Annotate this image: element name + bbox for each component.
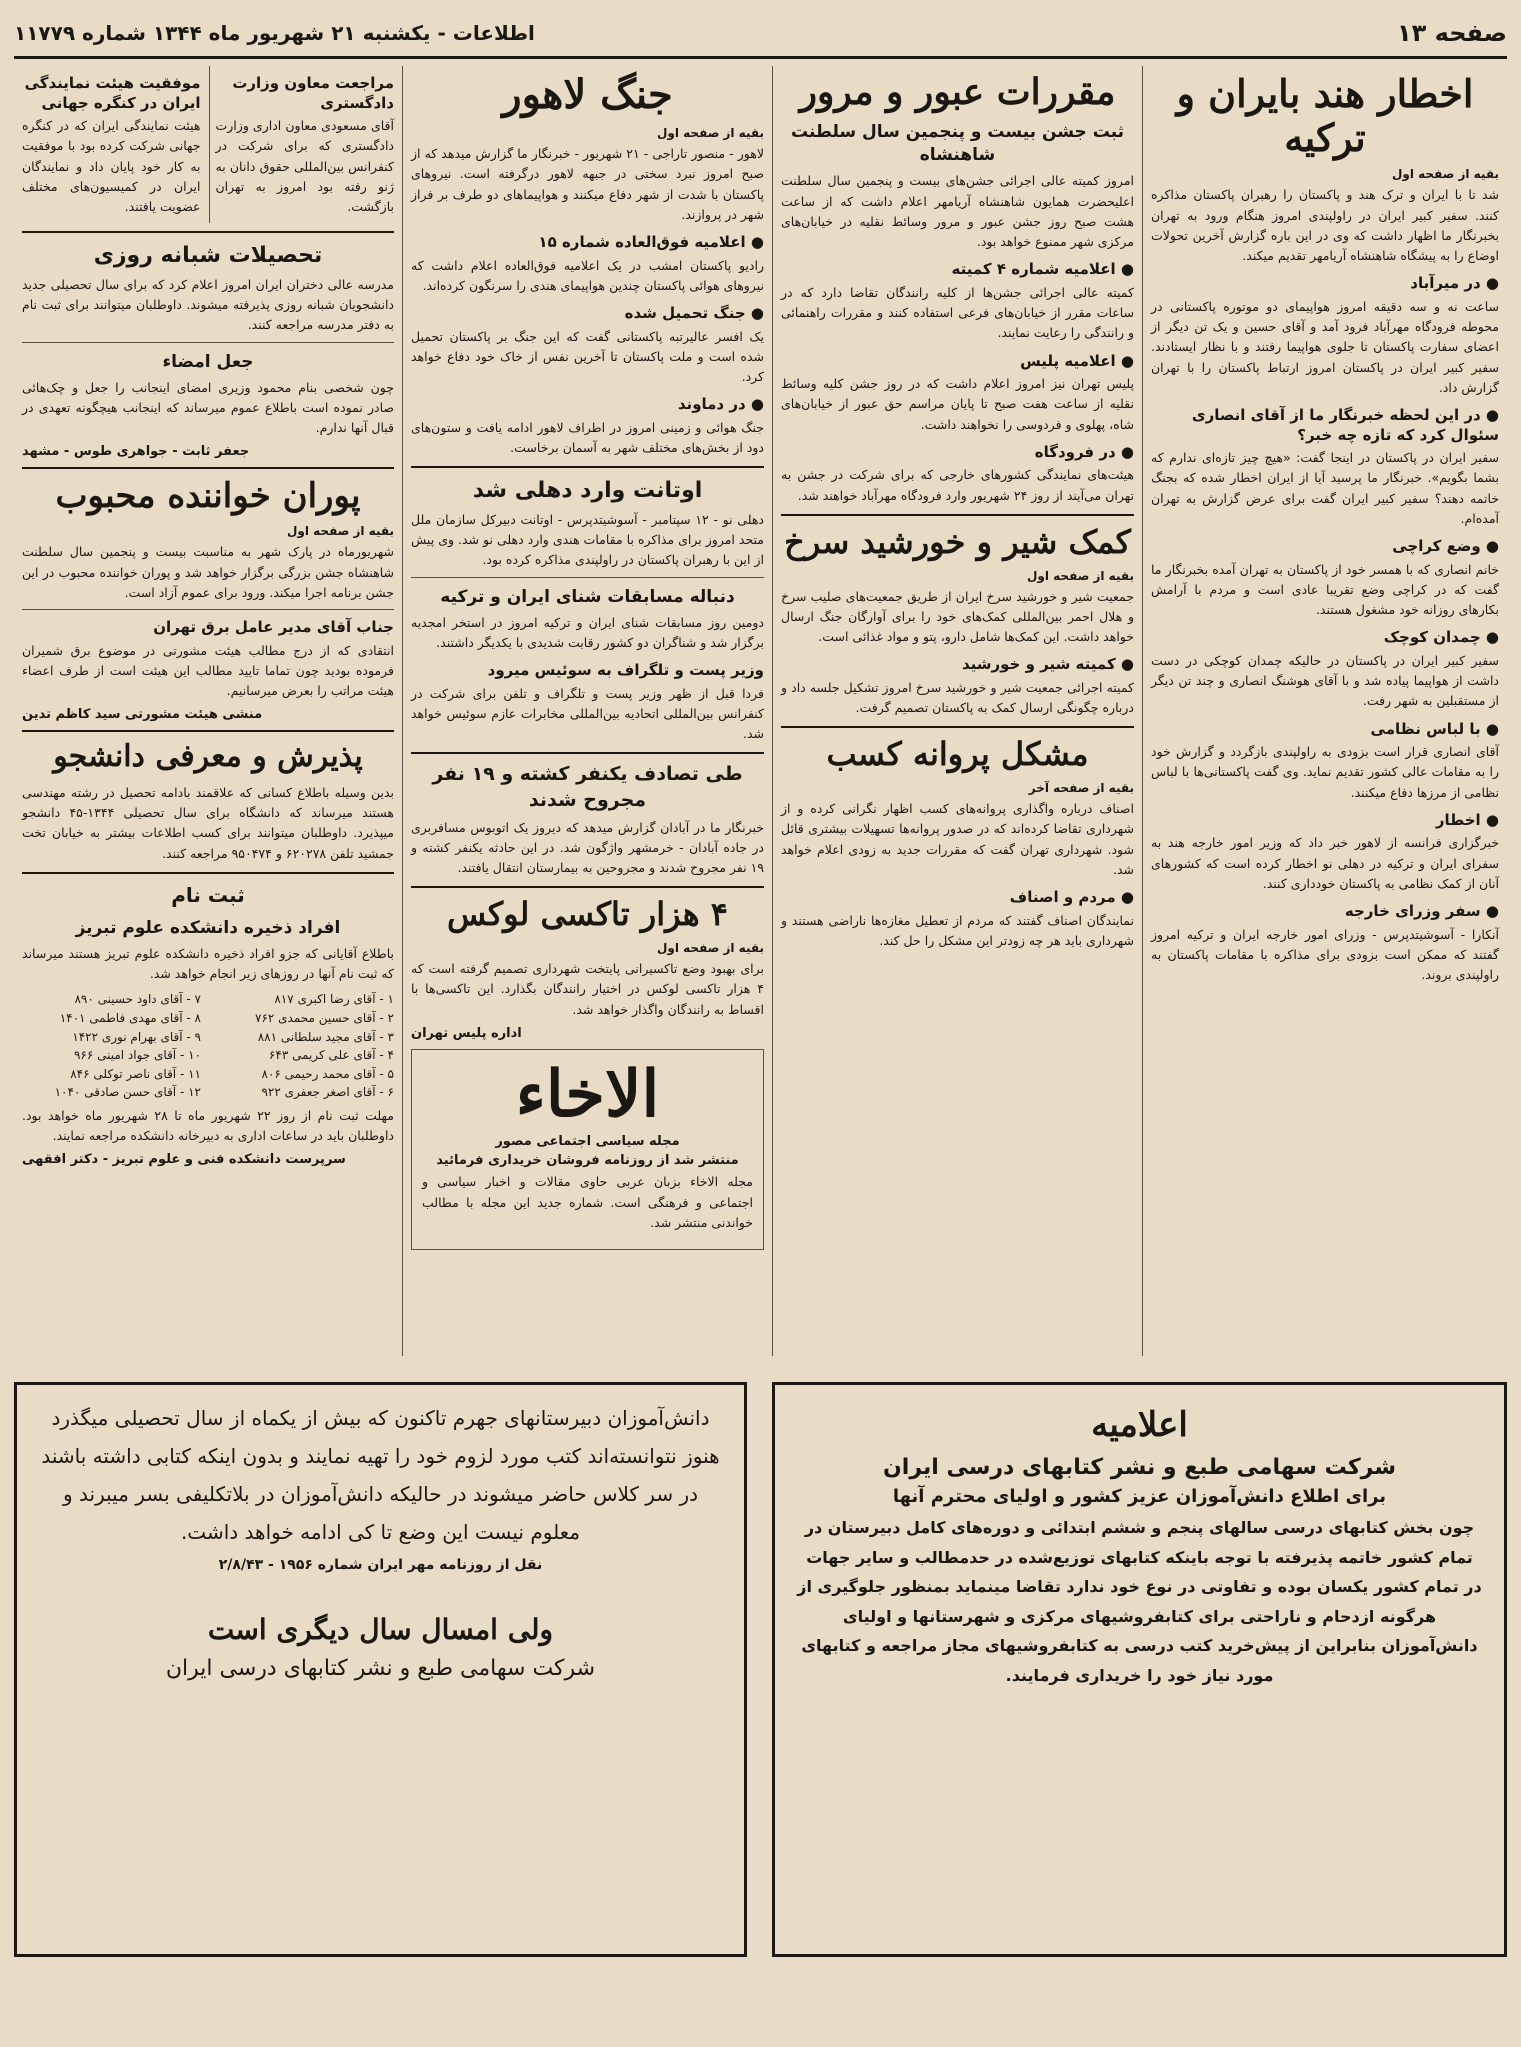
subhead-question: ● در این لحظه خبرنگار ما از آقای انصاری سئوال کرد که تازه چه خبر؟ — [1191, 406, 1499, 444]
article-paragraph: امروز کمیته عالی اجرائی جشن‌های بیست و پنجمین سال سلطنت اعلیحضرت همایون شاهنشاه آریامهر اعلام داشت که از ساعت هشت صبح روز جشن عبور و مرور وسائط نقلیه در خیابان‌های مرکزی شهر ممنوع خواهد بود. — [781, 173, 1134, 250]
notice-signature: سرپرست دانشکده فنی و علوم تبریز - دکتر افقهی — [22, 1152, 346, 1168]
article-paragraph: فردا قبل از ظهر وزیر پست و تلگراف و تلفن برای شرکت در کنفرانس بین‌المللی اتحادیه بین‌المللی مخابرات عازم سوئیس خواهد شد. — [411, 685, 764, 742]
section-divider — [411, 466, 764, 468]
article-paragraph: لاهور - منصور تاراجی - ۲۱ شهریور - خبرنگار ما گزارش میدهد که از صبح امروز نبرد سختی در جبهه لاهور درگرفته است. نیروهای پاکستان با شدت از شهر دفاع میکنند و هواپیماهای دو طرف بر فراز شهر در پروازند. — [411, 146, 764, 222]
subhead-damavand: ● در دماوند — [677, 395, 764, 414]
subhead-suitcase: ● چمدان کوچک — [1383, 628, 1499, 647]
article-paragraph: یک افسر عالیرتبه پاکستانی گفت که این جنگ بر پاکستان تحمیل شده است و ملت پاکستان تا آخرین نفس از خاک خود دفاع خواهد کرد. — [411, 328, 764, 384]
headline-red-lion-sun: کمک شیر و خورشید سرخ — [784, 522, 1131, 561]
section-divider — [22, 231, 394, 233]
article-paragraph: سفیر ایران در پاکستان در اینجا گفت: «هیچ چیز تازه‌ای ندارم که بشما بگویم». خبرنگار ما پرسید آیا از ایران اخطار شده که بجنگ خاتمه دهند؟ سفیر کبیر ایران گفت برای عرض گزارش به تهران آمده‌ام. — [1151, 450, 1499, 526]
article-paragraph: آقای انصاری قرار است بزودی به راولپندی بازگردد و گزارش خود را به مقامات عالی کشور تقدیم نماید. وی گفت پاکستانی‌ها با لباس نظامی از مرزها دفاع میکنند. — [1151, 744, 1499, 800]
article-paragraph: خانم انصاری که با همسر خود از پاکستان به تهران آمده بخبرنگار ما گفت که در کراچی وضع تقریبا عادی است و مردم با آرامش بکارهای روزانه خود مشغول هستند. — [1151, 561, 1499, 618]
article-paragraph: سفیر کبیر ایران در پاکستان در حالیکه چمدان کوچکی در دست داشت از هواپیما پیاده شد و با آقای هوشنگ انصاری و چند تن دیگر از مستقبلین به شهر رفت. — [1151, 652, 1499, 709]
headline-registration: ثبت نام — [171, 882, 245, 907]
list-item: ۹ - آقای بهرام نوری ۱۴۲۲ — [72, 1029, 201, 1044]
continuation-note: بقیه از صفحه آخر — [1028, 781, 1134, 796]
magazine-published: منتشر شد از روزنامه فروشان خریداری فرمائید — [436, 1153, 739, 1169]
section-divider — [781, 514, 1134, 516]
article-paragraph: مدرسه عالی دختران ایران امروز اعلام کرد که برای سال تحصیلی جدید دانشجویان شبانه روزی پذیرفته میشوند. داوطلبان میتوانند برای ثبت نام به دفتر مدرسه مراجعه کنند. — [22, 276, 394, 333]
section-divider — [411, 752, 764, 754]
section-divider — [411, 886, 764, 888]
announcement-audience: برای اطلاع دانش‌آموزان عزیز کشور و اولیای محترم آنها — [892, 1486, 1387, 1507]
continuation-note: بقیه از صفحه اول — [656, 941, 764, 956]
column-traffic-redcross — [772, 66, 1142, 1356]
subhead-ministers-trip: ● سفر وزرای خارجه — [1344, 902, 1499, 921]
notice-signature: منشی هیئت مشورتی سید کاظم تدین — [22, 707, 263, 723]
subhead-extra-notice: ● اعلامیه فوق‌العاده شماره ۱۵ — [538, 233, 764, 251]
magazine-advert — [411, 1049, 764, 1250]
continuation-note: بقیه از صفحه اول — [1026, 568, 1134, 583]
column-lahore-war — [402, 66, 772, 1356]
article-paragraph: جنگ هوائی و زمینی امروز در اطراف لاهور ادامه یافت و ستون‌های دود از بخش‌های مختلف شهر به آسمان برخاست. — [411, 419, 764, 455]
column-turkey-iran — [1142, 66, 1507, 1356]
article-paragraph: کمیته عالی اجرائی جشن‌ها از کلیه رانندگان تقاضا دارد که در ساعات مقرر از خیابان‌های فرعی استفاده کنند و مقررات راهنمائی و رانندگی را رعایت نمایند. — [781, 284, 1134, 341]
subheadline-tabriz-reserves: افراد ذخیره دانشکده علوم تبریز — [75, 917, 341, 938]
subhead-uniform: ● با لباس نظامی — [1370, 719, 1499, 738]
article-paragraph: پلیس تهران نیز امروز اعلام داشت که در روز جشن کلیه وسائط نقلیه از ساعت هفت صبح تا پایان مراسم حق عبور از خیابان‌های شاه، پهلوی و فردوسی را نخواهند داشت. — [781, 376, 1134, 432]
subhead-imposed-war: ● جنگ تحمیل شده — [624, 304, 764, 322]
continuation-note: بقیه از صفحه اول — [1391, 167, 1499, 182]
article-paragraph: جمعیت شیر و خورشید سرخ ایران از طریق جمعیت‌های صلیب سرخ و هلال احمر بین‌المللی کمک‌های خود را برای آوارگان جنگ ارسال خواهد داشت. این کمک‌ها شامل دارو، پتو و مواد غذائی است. — [781, 588, 1134, 645]
list-item: ۵ - آقای محمد رحیمی ۸۰۶ — [261, 1066, 394, 1081]
continuation-note: بقیه از صفحه اول — [656, 126, 764, 140]
list-item: ۱۲ - آقای حسن صادقی ۱۰۴۰ — [54, 1085, 201, 1100]
subhead-red-lion-committee: ● کمیته شیر و خورشید — [961, 655, 1134, 674]
continuation-note: بقیه از صفحه اول — [286, 524, 394, 539]
article-paragraph: چون شخصی بنام محمود وزیری امضای اینجانب را جعل و چک‌هائی صادر نموده است باطلاع عموم میرساند که اینجانب هیچگونه تعهدی در قبال آنها ندارم. — [22, 379, 394, 436]
announcement-body: چون بخش کتابهای درسی سالهای پنجم و ششم ابتدائی و دوره‌های کامل دبیرستان در تمام کشور خاتمه پذیرفته با توجه باینکه کتابهای توزیع‌شده در حدمطالب و سایر جهات در تمام کشور یکسان بوده و تفاوتی در نوع خود ندارد تقاضا مینماید بمنظور جلوگیری از هرگونه ازدحام و ناراحتی برای کتابفروشیهای مرکزی و شهرستانها و اولیای دانش‌آموزان بنابراین از پیش‌خرید کتب درسی به کتابفروشیهای مجاز مراجعه و کتابهای مورد نیاز خود را خریداری فرمایند. — [797, 1518, 1482, 1685]
subhead-mehrabad: ● در میرآباد — [1410, 274, 1499, 293]
newspaper-page — [14, 10, 1507, 2037]
article-paragraph: دهلی نو - ۱۲ سپتامبر - آسوشیتدپرس - اوتانت دبیرکل سازمان ملل متحد امروز برای مذاکره با مقامات هندی وارد دهلی نو شد. وی پیش از این با رهبران پاکستان در راولپندی مذاکره کرده بود. — [411, 511, 764, 568]
article-paragraph: برای بهبود وضع تاکسیرانی پایتخت شهرداری تصمیم گرفته است که ۴ هزار تاکسی لوکس در اختیار رانندگان بگذارد. این تاکسی‌ها با اقساط به رانندگان واگذار خواهد شد. — [411, 961, 764, 1017]
article-paragraph: مهلت ثبت نام از روز ۲۲ شهریور ماه تا ۲۸ شهریور ماه خواهد بود. داوطلبان باید در ساعات اداری به دبیرخانه دانشکده مراجعه نمایند. — [22, 1107, 395, 1144]
headline-electric-director: جناب آقای مدیر عامل برق تهران — [153, 618, 394, 637]
article-paragraph: بدین وسیله باطلاع کسانی که علاقمند بادامه تحصیل در رشته مهندسی هستند میرساند که دانشگاه برای سال تحصیلی ۱۳۴۴-۴۵ دانشجو میپذیرد. داوطلبان میتوانند برای کسب اطلاعات بیشتر به خیابان تخت جمشید تلفن ۶۲۰۲۷۸ و ۹۵۰۴۷۴ مراجعه کنند. — [22, 784, 394, 861]
headline-india-warning: اخطار هند بایران و ترکیه — [1176, 71, 1474, 160]
list-item: ۶ - آقای اصغر جعفری ۹۲۲ — [261, 1085, 394, 1100]
section-divider — [411, 577, 764, 578]
headline-world-congress: موفقیت هیئت نمایندگی ایران در کنگره جهانی — [24, 74, 201, 112]
headline-student-admission: پذیرش و معرفی دانشجو — [53, 739, 363, 775]
article-paragraph: ساعت نه و سه دقیقه امروز هواپیمای دو موتوره پاکستانی در محوطه فرودگاه مهرآباد فرود آمد و آقای حسین و یک تن دیگر از اعضای سفارت پاکستان تا جلوی هواپیما رفتند و با نظار ایستادند. سفیر کبیر ایران در پاکستان امروز ارتباط پاکستان را با تهران گزارش داد. — [1151, 298, 1499, 395]
article-paragraph: دومین روز مسابقات شنای ایران و ترکیه امروز در استخر امجدیه برگزار شد و شناگران دو کشور رقابت شدیدی با یکدیگر داشتند. — [411, 614, 764, 650]
section-divider — [781, 726, 1134, 728]
article-paragraph: انتقادی که از درج مطالب هیئت مشورتی در موضوع برق شمیران فرموده بودید چون تماما تایید مطالب این هیئت است از طرف اعضاء هیئت مراتب را بعرض میرسانیم. — [22, 642, 394, 699]
advert-slogan: ولی امسال سال دیگری است — [207, 1613, 554, 1646]
notice-signature: جعفر ثابت - جواهری طوس - مشهد — [22, 444, 250, 460]
subhead-airport: ● در فرودگاه — [1034, 442, 1134, 461]
column-notices — [14, 66, 402, 1356]
article-paragraph: هیئت نمایندگی ایران که در کنگره جهانی شرکت کرده بود با موفقیت به کار خود پایان داد و نمایندگان ایران در کمیسیون‌های مختلف عضویت یافتند. — [22, 118, 201, 214]
subhead-karachi: ● وضع کراچی — [1392, 537, 1499, 556]
brief-justice-deputy — [209, 66, 395, 223]
headline-pouran-singer: پوران خواننده محبوب — [55, 476, 361, 517]
section-divider — [22, 730, 394, 732]
list-item: ۲ - آقای حسین محمدی ۷۶۲ — [255, 1011, 394, 1025]
headline-business-license: مشکل پروانه کسب — [826, 735, 1089, 774]
list-item: ۴ - آقای علی کریمی ۶۴۳ — [268, 1048, 394, 1063]
subhead-warning: ● اخطار — [1435, 810, 1499, 829]
section-divider — [22, 342, 394, 343]
magazine-description: مجله الاخاء بزبان عربی حاوی مقالات و اخبار سیاسی و اجتماعی و فرهنگی است. شماره جدید این مجله با مطالب خواندنی منتشر شد. — [422, 1174, 753, 1230]
textbook-advert — [14, 1382, 747, 1957]
masthead-page-number: صفحه ۱۳ — [1397, 19, 1507, 47]
masthead — [14, 10, 1507, 59]
headline-traffic-rules: مقررات عبور و مرور — [799, 71, 1116, 113]
headline-swim-races: دنباله مسابقات شنای ایران و ترکیه — [440, 586, 735, 607]
article-paragraph: کمیته اجرائی جمعیت شیر و خورشید سرخ امروز تشکیل جلسه داد و درباره چگونگی ارسال کمک به پاکستان تصمیم گرفت. — [781, 679, 1134, 716]
article-paragraph: خبرنگار ما در آبادان گزارش میدهد که دیروز یک اتوبوس مسافربری در جاده آبادان - خرمشهر واژگون شد. در این حادثه یکنفر کشته و ۱۹ نفر مجروح شدند و مجروحین به بیمارستان انتقال یافتند. — [411, 819, 764, 876]
subhead-committee-notice: ● اعلامیه شماره ۴ کمیته — [951, 260, 1134, 279]
section-divider — [22, 467, 394, 469]
article-signature: اداره پلیس تهران — [411, 1025, 522, 1041]
advert-quote: دانش‌آموزان دبیرستانهای جهرم تاکنون که بیش از یکماه از سال تحصیلی میگذرد هنوز نتوانسته‌اند کتب مورد لزوم خود را تهیه نمایند و بدون اینکه کتابی داشته باشند در سر کلاس حاضر میشوند در حالیکه دانش‌آموزان در بلاتکلیفی بسر میبرند و معلوم نیست این وضع تا کی ادامه خواهد داشت. — [41, 1406, 720, 1544]
article-paragraph: هیئت‌های نمایندگی کشورهای خارجی که برای شرکت در جشن به تهران می‌آیند از روز ۲۴ شهریور وارد فرودگاه مهرآباد خواهند شد. — [781, 467, 1134, 503]
magazine-tagline: مجله سیاسی اجتماعی مصور — [495, 1134, 680, 1150]
list-item: ۱۱ - آقای ناصر توکلی ۸۴۶ — [70, 1066, 201, 1081]
headline-boarding-education: تحصیلات شبانه روزی — [93, 243, 323, 269]
headline-u-thant: اوتانت وارد دهلی شد — [472, 478, 703, 504]
headline-luxury-taxis: ۴ هزار تاکسی لوکس — [447, 895, 728, 934]
article-intro: شد تا با ایران و ترک هند و پاکستان را رهبران پاکستان مذاکره کنند. سفیر کبیر ایران در راولپندی امروز هنگام ورود به تهران بخبرنگار ما اظهار داشت که وی در این باره گزارش آخرین تحولات اوضاع را به پیشگاه شاهنشاه آریامهر تقدیم میکند. — [1151, 187, 1499, 264]
article-paragraph: نمایندگان اصناف گفتند که مردم از تعطیل مغازه‌ها ناراضی هستند و شهرداری باید هر چه زودتر این مشکل را حل کند. — [781, 912, 1134, 948]
section-divider — [22, 872, 394, 874]
masthead-issue-line: اطلاعات - یکشنبه ۲۱ شهریور ماه ۱۳۴۴ شماره ۱۱۷۷۹ — [14, 21, 535, 45]
magazine-logo: الاخاء — [515, 1056, 660, 1132]
list-item: ۸ - آقای مهدی فاطمی ۱۴۰۱ — [59, 1011, 201, 1025]
brief-world-congress — [22, 66, 201, 223]
subhead-post-minister: وزیر پست و تلگراف به سوئیس میرود — [487, 661, 764, 680]
announcement-title: اعلامیه — [1091, 1405, 1188, 1445]
headline-accident: طی تصادف یکنفر کشته و ۱۹ نفر مجروح شدند — [432, 763, 743, 812]
article-paragraph: اصناف درباره واگذاری پروانه‌های کسب اظهار نگرانی کرده و از شهرداری تقاضا کرده‌اند که در صدور پروانه‌ها تسهیلات بیشتری قائل شود. شهرداری تهران گفت که مقررات جدید به زودی اعلام خواهد شد. — [781, 801, 1134, 877]
list-item: ۱ - آقای رضا اکبری ۸۱۷ — [274, 992, 394, 1007]
headline-lahore-war: جنگ لاهور — [502, 71, 673, 118]
registration-list — [22, 990, 394, 1102]
textbook-announcement — [772, 1382, 1507, 1957]
top-briefs — [22, 66, 394, 223]
article-paragraph: آنکارا - آسوشیتدپرس - وزرای امور خارجه ایران و ترکیه امروز گفتند که ممکن است بزودی برای مذاکره با مقامات پاکستان به راولپندی بروند. — [1151, 926, 1499, 983]
headline-justice-deputy: مراجعت معاون وزارت دادگستری — [232, 74, 394, 112]
article-paragraph: خبرگزاری فرانسه از لاهور خبر داد که وزیر امور خارجه هند به سفرای ایران و ترکیه در دهلی نو اخطار کرده است که کشورهای آنان از کمک نظامی به پاکستان خودداری کنند. — [1151, 835, 1499, 891]
subheadline-jubilee: ثبت جشن بیست و پنجمین سال سلطنت شاهنشاه — [790, 122, 1125, 166]
list-item: ۷ - آقای داود حسینی ۸۹۰ — [74, 992, 201, 1007]
list-item: ۱۰ - آقای جواد امینی ۹۶۶ — [73, 1048, 201, 1063]
advert-company: شرکت سهامی طبع و نشر کتابهای درسی ایران — [165, 1656, 596, 1681]
article-paragraph: رادیو پاکستان امشب در یک اعلامیه فوق‌العاده اعلام داشت که نیروهای هوائی پاکستان چندین هواپیمای هندی را سرنگون کرده‌اند. — [411, 257, 764, 293]
article-paragraph: باطلاع آقایانی که جزو افراد ذخیره دانشکده علوم تبریز هستند میرساند که ثبت نام آنها در روزهای زیر انجام خواهد شد. — [22, 945, 394, 982]
article-paragraph: شهریورماه در پارک شهر به مناسبت بیست و پنجمین سال سلطنت شاهنشاه جشن بزرگی برگزار خواهد شد و پوران خواننده محبوب در این جشن برنامه اجرا میکند. ورود برای عموم آزاد است. — [22, 544, 394, 600]
article-paragraph: آقای مسعودی معاون اداری وزارت دادگستری که برای شرکت در کنفرانس بین‌المللی حقوق دانان به ژنو رفته بود امروز به تهران بازگشت. — [215, 118, 394, 214]
announcement-company: شرکت سهامی طبع و نشر کتابهای درسی ایران — [883, 1455, 1396, 1480]
advert-source: نقل از روزنامه مهر ایران شماره ۱۹۵۶ - ۲/۸/۴۳ — [218, 1557, 543, 1573]
subhead-guilds: ● مردم و اصناف — [1009, 888, 1134, 907]
section-divider — [22, 609, 394, 610]
headline-forged-signature: جعل امضاء — [162, 351, 254, 372]
list-item: ۳ - آقای مجید سلطانی ۸۸۱ — [257, 1029, 394, 1044]
subhead-police-notice: ● اعلامیه پلیس — [1020, 351, 1134, 370]
